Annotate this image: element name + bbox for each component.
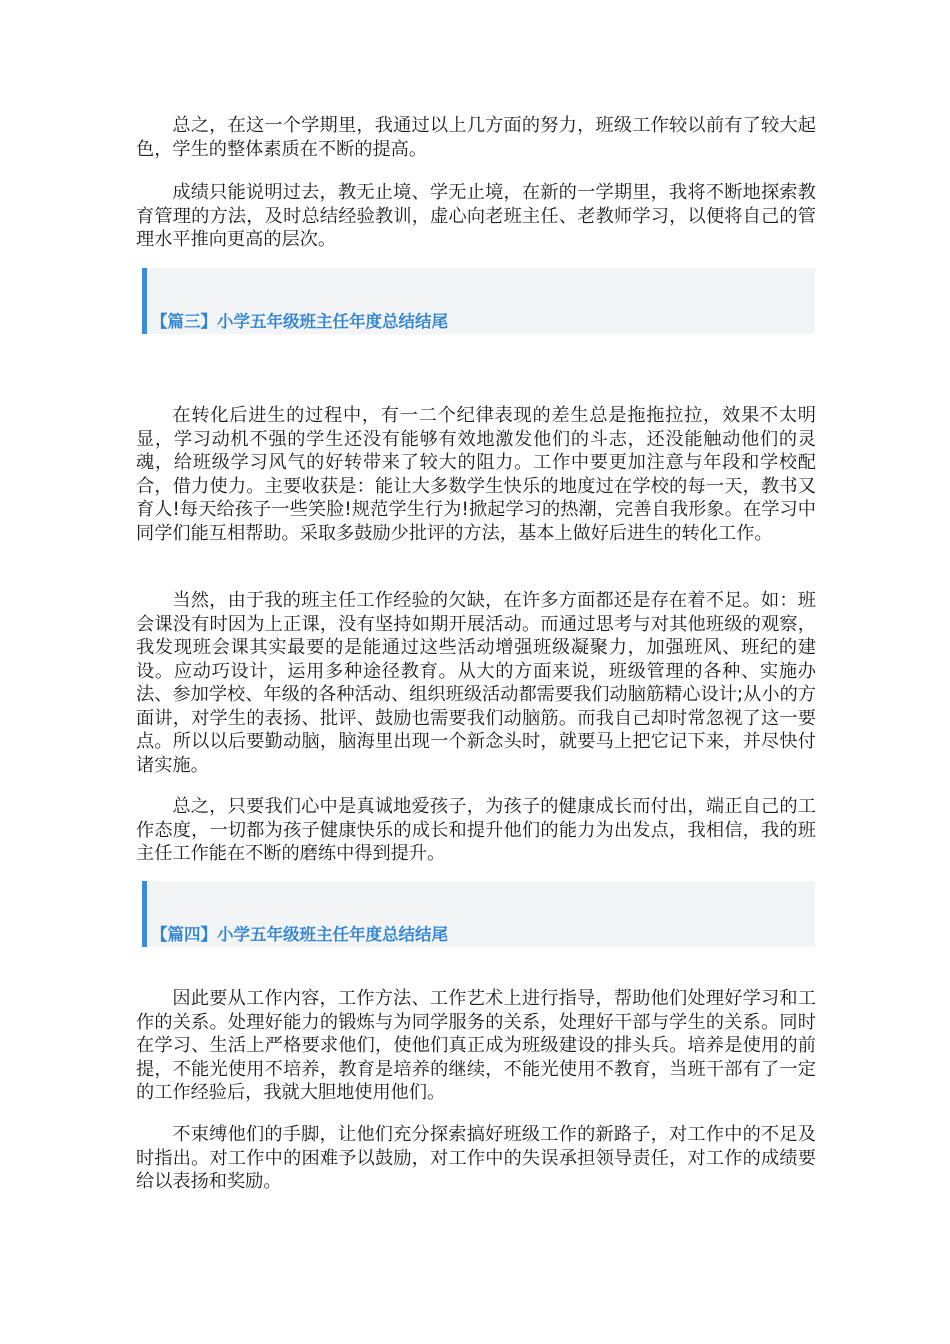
section-title-3: 【篇三】小学五年级班主任年度总结结尾 bbox=[151, 312, 448, 331]
paragraph-section3-1: 在转化后进生的过程中，有一二个纪律表现的差生总是拖拖拉拉，效果不太明显，学习动机不强的学生还没有能够有效地激发他们的斗志，还没能触动他们的灵魂，给班级学习风气的好转带来了较大的阻力。工作中要更加注意与年段和学校配合，借力使力。主要收获是：能让大多数学生快乐的地度过在学校的每一天，教书又育人!每天给孩子一些笑脸!规范学生行为!掀起学习的热潮，完善自我形象。在学习中同学们能互相帮助。采取多鼓励少批评的方法，基本上做好后进生的转化工作。 bbox=[136, 405, 816, 544]
paragraph-section4-2: 不束缚他们的手脚，让他们充分探索搞好班级工作的新路子，对工作中的不足及时指出。对工作中的困难予以鼓励，对工作中的失误承担领导责任，对工作的成绩要给以表扬和奖励。 bbox=[136, 1124, 816, 1192]
paragraph-section4-1: 因此要从工作内容，工作方法、工作艺术上进行指导，帮助他们处理好学习和工作的关系。处理好能力的锻炼与为同学服务的关系，处理好干部与学生的关系。同时在学习、生活上严格要求他们，使他们真正成为班级建设的排头兵。培养是使用的前提，不能光使用不培养，教育是培养的继续，不能光使用不教育，当班干部有了一定的工作经验后，我就大胆地使用他们。 bbox=[136, 988, 816, 1103]
paragraph-section3-2: 当然，由于我的班主任工作经验的欠缺，在许多方面都还是存在着不足。如：班会课没有时因为上正课，没有坚持如期开展活动。而通过思考与对其他班级的观察，我发现班会课其实最要的是能通过这些活动增强班级凝聚力，加强班风、班纪的建设。应动巧设计，运用多种途径教育。从大的方面来说，班级管理的各种、实施办法、参加学校、年级的各种活动、组织班级活动都需要我们动脑筋精心设计;从小的方面讲，对学生的表扬、批评、鼓励也需要我们动脑筋。而我自己却时常忽视了这一要点。所以以后要勤动脑，脑海里出现一个新念头时，就要马上把它记下来，并尽快付诸实施。 bbox=[136, 590, 816, 776]
section-header-4 bbox=[142, 881, 815, 947]
section-header-3 bbox=[142, 268, 815, 334]
paragraph-outlook: 成绩只能说明过去，教无止境、学无止境，在新的一学期里，我将不断地探索教育管理的方法，及时总结经验教训，虚心向老班主任、老教师学习，以便将自己的管理水平推向更高的层次。 bbox=[136, 182, 816, 250]
paragraph-section3-3: 总之，只要我们心中是真诚地爱孩子，为孩子的健康成长而付出，端正自己的工作态度，一切都为孩子健康快乐的成长和提升他们的能力为出发点，我相信，我的班主任工作能在不断的磨练中得到提升。 bbox=[136, 796, 816, 864]
section-title-4: 【篇四】小学五年级班主任年度总结结尾 bbox=[151, 925, 448, 944]
paragraph-summary: 总之，在这一个学期里，我通过以上几方面的努力，班级工作较以前有了较大起色，学生的整体素质在不断的提高。 bbox=[136, 115, 816, 160]
